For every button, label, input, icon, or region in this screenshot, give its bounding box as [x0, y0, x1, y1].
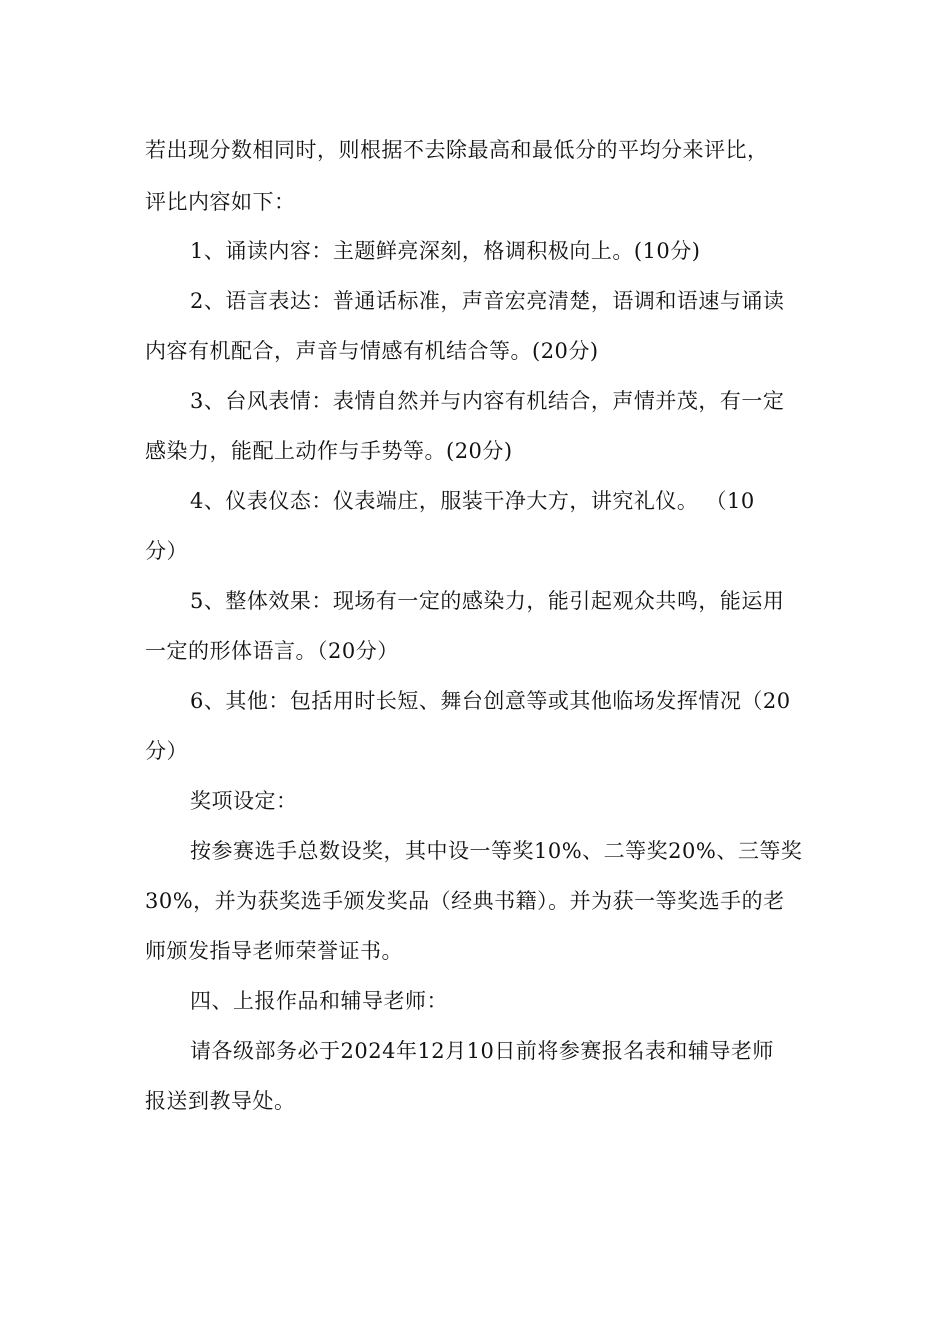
text-line: 评比内容如下： — [145, 190, 296, 214]
text-line: 报送到教导处。 — [145, 1089, 296, 1113]
criterion-3: 3、台风表情：表情自然并与内容有机结合，声情并茂，有一定 — [190, 389, 785, 413]
criterion-6: 6、其他：包括用时长短、舞台创意等或其他临场发挥情况（20 — [190, 689, 791, 713]
section-heading-submission: 四、上报作品和辅导老师： — [190, 989, 448, 1013]
criterion-5: 5、整体效果：现场有一定的感染力，能引起观众共鸣，能运用 — [190, 589, 785, 613]
text-line: 请各级部务必于2024年12月10日前将参赛报名表和辅导老师 — [190, 1039, 774, 1063]
criterion-4: 4、仪表仪态：仪表端庄，服装干净大方，讲究礼仪。 （10 — [190, 489, 755, 513]
text-line: 感染力，能配上动作与手势等。(20分) — [145, 439, 513, 463]
criterion-2: 2、语言表达：普通话标准，声音宏亮清楚，语调和语速与诵读 — [190, 289, 785, 313]
text-line: 30%，并为获奖选手颁发奖品（经典书籍）。并为获一等奖选手的老 — [145, 889, 785, 913]
criterion-1: 1、诵读内容：主题鲜亮深刻，格调积极向上。(10分) — [190, 239, 701, 263]
text-line: 若出现分数相同时，则根据不去除最高和最低分的平均分来评比， — [145, 138, 769, 162]
text-line: 分） — [145, 539, 188, 563]
text-line: 师颁发指导老师荣誉证书。 — [145, 939, 403, 963]
text-line: 一定的形体语言。（20分） — [145, 639, 399, 663]
text-line: 按参赛选手总数设奖，其中设一等奖10%、二等奖20%、三等奖 — [190, 839, 803, 863]
section-heading-awards: 奖项设定： — [190, 789, 298, 813]
text-line: 内容有机配合，声音与情感有机结合等。(20分) — [145, 339, 599, 363]
text-line: 分） — [145, 739, 188, 763]
